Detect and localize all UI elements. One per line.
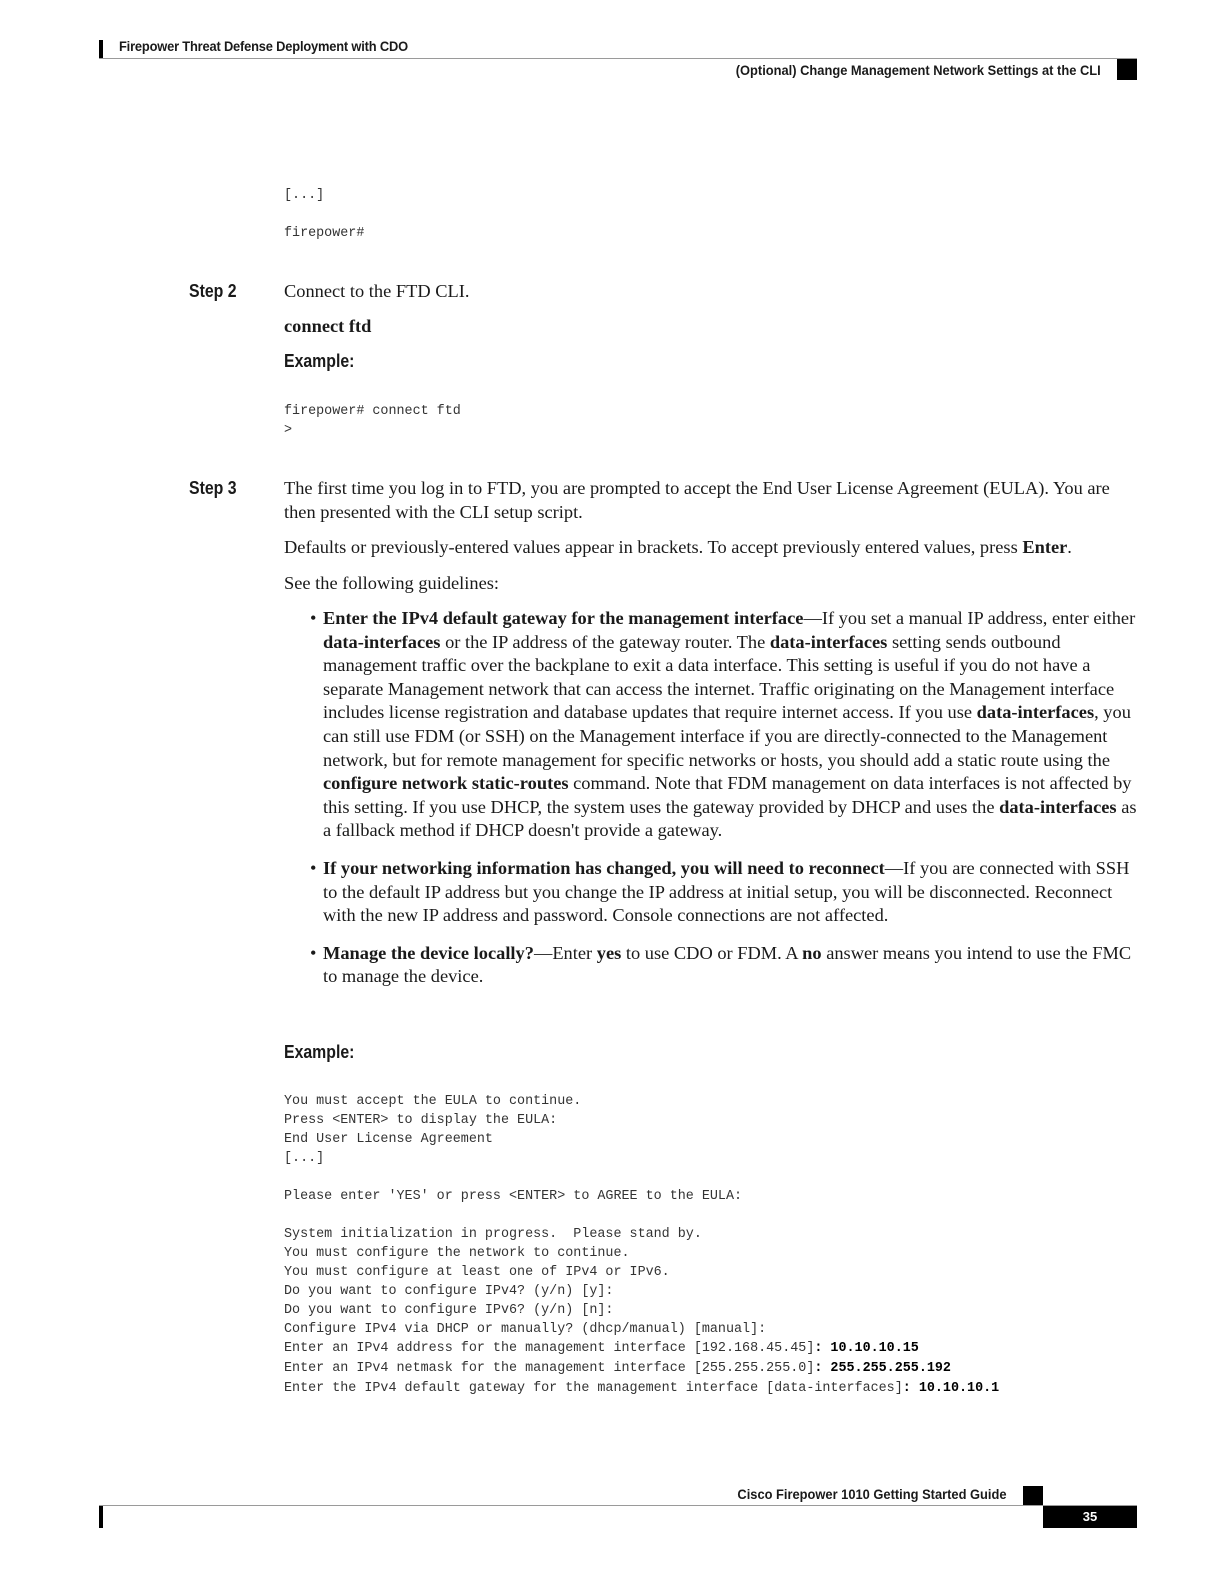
step-3-guidelines-intro: See the following guidelines: bbox=[284, 573, 500, 593]
ip-address-line: Enter an IPv4 address for the management interface [192.168.45.45]: 10.10.10.15 bbox=[284, 1341, 919, 1356]
step-3-defaults: Defaults or previously-entered values appear in brackets. To accept previously entered values, press Enter. bbox=[284, 537, 1072, 557]
step-2-label: Step 2 bbox=[189, 281, 237, 301]
bullet-icon: • bbox=[310, 857, 317, 878]
agree-code: Please enter 'YES' or press <ENTER> to AGREE to the EULA: bbox=[284, 1189, 743, 1204]
init-code: System initialization in progress. Please stand by. You must configure the network to continue. You must configure at least one of IPv4 or IPv6. Do you want to configure IPv4? (y/n) [y]: Do you want to configure IPv6? (y/n) [n]: Configure IPv4 via DHCP or manually? (dhcp/manual) [manual]: bbox=[284, 1227, 767, 1337]
section-title: (Optional) Change Management Network Settings at the CLI bbox=[736, 62, 1101, 78]
guideline-gateway: • Enter the IPv4 default gateway for the management interface—If you set a manual IP address, enter either data-interfaces or the IP address of the gateway router. The data-interfaces setting sends outbound management traffic over the backplane to exit a data interface. This setting is useful if you do not have a separate Management network that can access the internet. Traffic originating on the Management interface includes license registration and database updates that require internet access. If you use data-interfaces, you can still use FDM (or SSH) on the Management interface if you are directly-connected to the Management network, but for remote management for specific networks or hosts, you should add a static route using the configure network static-routes command. Note that FDM management on data interfaces is not affected by this setting. If you use DHCP, the system uses the gateway provided by DHCP and uses the data-interfaces as a fallback method if DHCP doesn't provide a gateway. bbox=[310, 608, 1137, 841]
step-3-intro: The first time you log in to FTD, you are prompted to accept the End User License Agreement (EULA). You are then presented with the CLI setup script. bbox=[284, 478, 1110, 522]
header-rule bbox=[99, 58, 1137, 59]
step-2-text: Connect to the FTD CLI. bbox=[284, 281, 470, 301]
code-prompt: firepower# bbox=[284, 226, 365, 241]
footer-rule bbox=[99, 1505, 1137, 1506]
footer-marker bbox=[1023, 1486, 1043, 1506]
step-2-command: connect ftd bbox=[284, 316, 372, 336]
step-2-code: firepower# connect ftd > bbox=[284, 404, 461, 438]
step-3-example-label: Example: bbox=[284, 1042, 355, 1062]
page-number: 35 bbox=[1043, 1506, 1137, 1528]
code-ellipsis: [...] bbox=[284, 188, 325, 203]
document-title: Firepower Threat Defense Deployment with CDO bbox=[119, 38, 408, 54]
step-2-example-label: Example: bbox=[284, 351, 355, 371]
eula-code: You must accept the EULA to continue. Press <ENTER> to display the EULA: End User License Agreement [...] bbox=[284, 1094, 582, 1166]
gateway-line: Enter the IPv4 default gateway for the management interface [data-interfaces]: 10.10.10.1 bbox=[284, 1381, 1000, 1396]
netmask-line: Enter an IPv4 netmask for the management interface [255.255.255.0]: 255.255.255.192 bbox=[284, 1361, 951, 1376]
header-left-bar bbox=[99, 40, 103, 58]
guide-title: Cisco Firepower 1010 Getting Started Guide bbox=[737, 1486, 1007, 1502]
bullet-icon: • bbox=[310, 942, 317, 963]
guideline-reconnect: • If your networking information has changed, you will need to reconnect—If you are connected with SSH to the default IP address but you change the IP address at initial setup, you will be disconnected. Reconnect with the new IP address and password. Console connections are not affected. bbox=[310, 857, 1130, 926]
header-marker bbox=[1117, 59, 1137, 80]
footer-left-bar bbox=[99, 1506, 103, 1528]
step-3-label: Step 3 bbox=[189, 478, 237, 498]
guidelines-list bbox=[284, 607, 1140, 1003]
bullet-icon: • bbox=[310, 608, 317, 628]
guideline-manage-locally: • Manage the device locally?—Enter yes to use CDO or FDM. A no answer means you intend to use the FMC to manage the device. bbox=[310, 942, 1132, 987]
